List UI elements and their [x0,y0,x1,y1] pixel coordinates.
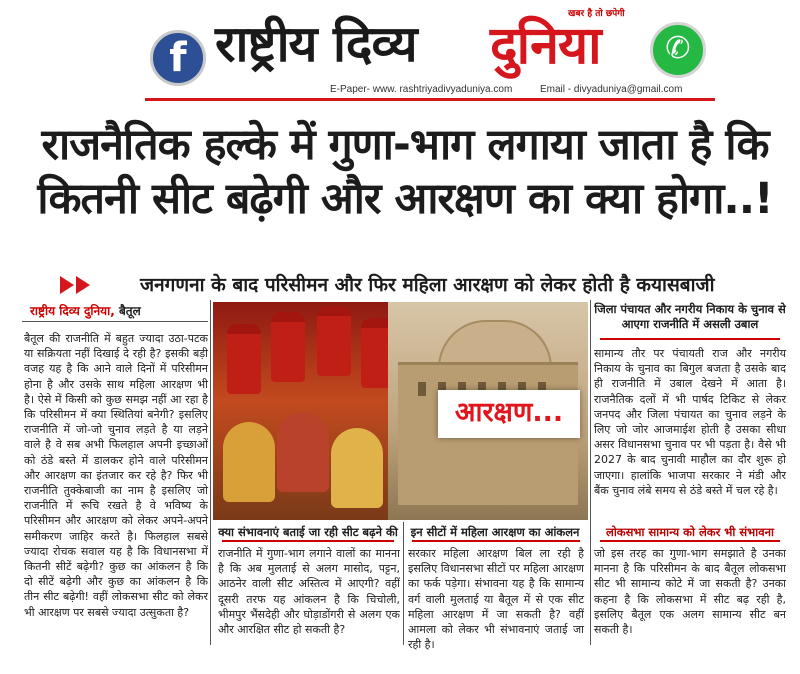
heading-underline [600,540,780,542]
right-top-text: सामान्य तौर पर पंचायती राज और नगरीय निकाय के चुनाव का बिगुल बजता है उसके बाद ही राजनीति में उबाल देखने में आता है। राजनैतिक दलों में भी पार्षद टिकिट से लेकर जनपद और जिला पंचायत का चुनाव लड़ने के लिए जो जोर आजमाईश होती है उसका सीधा असर विधानसभा चुनाव पर भी पड़ता है। वैसे भी 2027 के बाद चुनावी माहौल का दौर शुरू हो जाएगा। हालांकि भाजपा सरकार ने मंडी और बैंक चुनाव लंबे समय से ठंडे बस्ते में चल रहे है। [594,347,786,497]
facebook-icon[interactable]: f [150,30,206,86]
headline-line2: कितनी सीट बढ़ेगी और आरक्षण का क्या होगा..! [37,174,773,224]
triangle-bullet-icon [76,276,90,294]
masthead-divider [145,98,715,101]
epaper-url[interactable]: E-Paper- www. rashtriyadivyaduniya.com [330,84,513,95]
column-divider [590,300,591,645]
photo-overlay-label: आरक्षण... [438,390,580,438]
raised-fist-icon [317,306,351,376]
right2-heading: लोकसभा सामान्य को लेकर भी संभावना [606,525,774,539]
right2-text: जो इस तरह का गुणा-भाग समझाते है उनका मानना है कि परिसीमन के बाद बैतूल लोकसभा सीट भी सामान्य कोटे में जा सकती है? उनका कहना है कि लोकसभा में सीट बढ़ रही है, इसलिए बैतूल एक अलग सामान्य सीट बन सकती है। [594,547,786,637]
heading-underline [600,338,780,340]
mid1-heading: क्या संभावनाएं बताई जा रही सीट बढ़ने की [218,525,398,539]
headline-line1: राजनैतिक हल्के में गुणा-भाग लगाया जाता है कि [41,120,769,170]
sub-headline: जनगणना के बाद परिसीमन और फिर महिला आरक्षण को लेकर होती है कयासबाजी [140,274,715,296]
left-column-text: बैतूल की राजनीति में बहुत ज्यादा उठा-पटक या सक्रियता नहीं दिखाई दे रही है? इसकी बड़ी वजह यह है कि आने वाले दिनों में परिसीमन होना है और उसके साथ महिला आरक्षण भी है। ऐसे में किसी को कुछ समझ नहीं आ रहा है कि परिसीमन में क्या स्थितियां बनेगी? इसलिए राजनीति में जो-जो चुनाव लड़ते है या लड़ने वाले है वे सब अभी फिलहाल अपनी इच्छाओं को ठंडे बस्ते में डालकर होने वाले परिसीमन और आरक्षण का इंतजार कर रहे है? फिर भी राजनीति तुक्केबाजी का नाम है इसलिए जो राजनीति में रूचि रखते है वे भविष्य के परिसीमन और आरक्षण को लेकर अपने-अपने समीकरण जाहिर करते है। फिलहाल सबसे ज्यादा रोचक सवाल यह है कि विधानसभा में कितनी सीटें बढ़ेगी? कुछ का आंकलन है कि दो सीटें बढ़ेगी और कुछ का आंकलन है कि तीन सीट बढ़ेगी! वहीं लोकसभा सीट को लेकर भी आरक्षण पर सबसे ज्यादा उत्सुकता है? [24,332,208,619]
email-address[interactable]: Email - divyaduniya@gmail.com [540,84,683,95]
parliament-dome [438,320,552,368]
protester-figure [277,412,329,492]
main-headline [20,118,790,226]
mid2-heading: इन सीटों में महिला आरक्षण का आंकलन [410,525,580,539]
mid2-text: सरकार महिला आरक्षण बिल ला रही है इसलिए विधानसभा सीटों पर महिला आरक्षण का फर्क पड़ेगा। संभावना यह है कि सामान्य वर्ग वाली मुलताई या बैतूल में से एक सीट महिला आरक्षण में जा सकती है? वहीं आमला को लेकर भी संभावनाएं जताई जा रही है। [408,547,584,652]
column-divider [403,522,404,645]
masthead-tagline: खबर है तो छपेगी [568,9,625,19]
parliament-window [418,382,426,396]
byline-paper: राष्ट्रीय दिव्य दुनिया, [30,304,115,318]
heading-underline [412,540,580,542]
protester-figure [223,422,275,502]
protester-figure [331,428,383,508]
raised-fist-icon [227,324,261,394]
byline-location: बैतूल [118,304,141,318]
triangle-bullet-icon [60,276,74,294]
byline [30,302,141,319]
right-top-heading: जिला पंचायत और नगरीय निकाय के चुनाव से आएगा राजनीति में असली उबाल [594,302,786,331]
whatsapp-icon[interactable]: ✆ [650,22,706,78]
mid1-text: राजनीति में गुणा-भाग लगाने वालों का मानना है कि अब मुलताई से अलग मासोद, पट्टन, आठनेर वाली सीट अस्तित्व में आएगी? वहीं दूसरी तरफ यह आंकलन है कि चिचोली, भीमपुर भैंसदेही और घोड़ाडोंगरी से अलग एक और आरक्षित सीट हो सकती है? [218,547,400,637]
heading-underline [222,540,394,542]
masthead-title-part1: राष्ट्रीय दिव्य [215,14,417,73]
column-rule [22,321,208,322]
masthead-title-part2: दुनिया [490,15,601,76]
column-divider [210,300,211,645]
raised-fist-icon [271,312,305,382]
